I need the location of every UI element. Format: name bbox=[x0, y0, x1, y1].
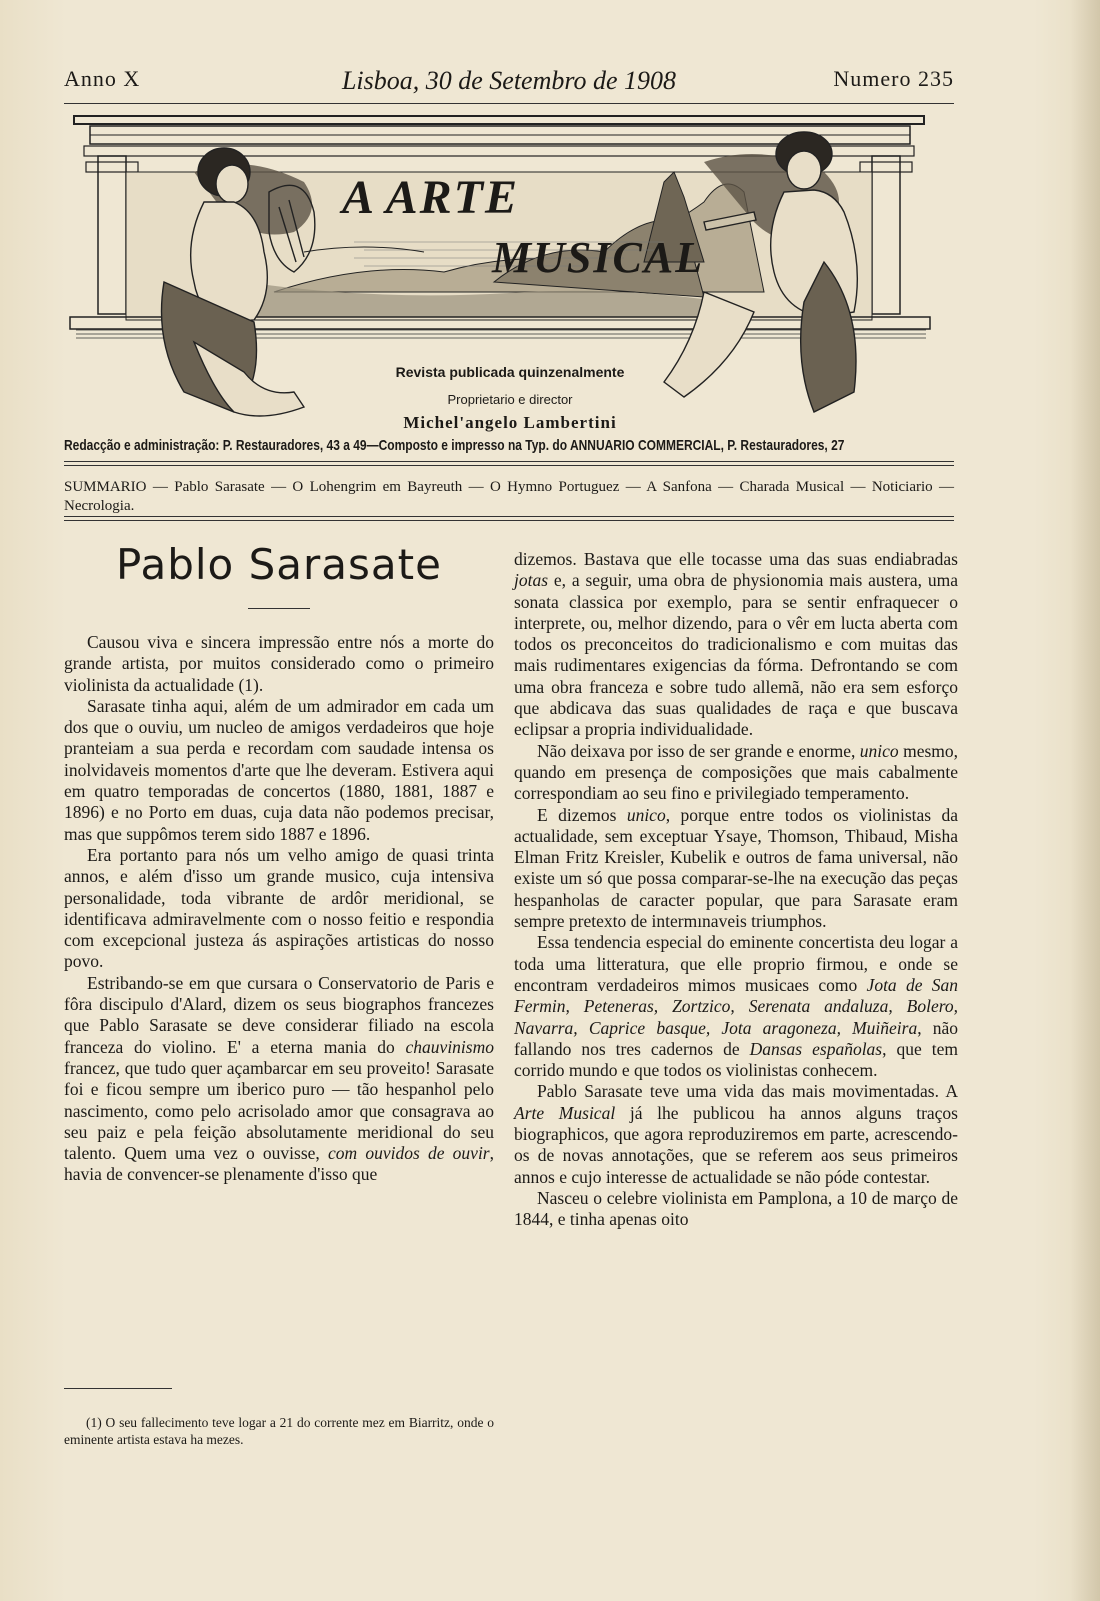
footnote-rule bbox=[64, 1388, 172, 1389]
paragraph-5 bbox=[514, 741, 958, 805]
text-run: dizemos. Bastava que elle tocasse uma das suas endiabradas bbox=[514, 549, 958, 569]
paragraph-8 bbox=[514, 1081, 958, 1187]
page-edge-shadow bbox=[1070, 0, 1100, 1601]
article-title: Pablo Sarasate bbox=[116, 540, 442, 589]
paragraph-3: Era portanto para nós um velho amigo de quasi trinta annos, e além d'isso um grande musico, cuja intensiva personalidade, toda vibrante de ardôr meridional, se identificava admiravelmente com o nosso feitio e respondia com excepcional justeza ás aspirações artisticas do nosso povo. bbox=[64, 844, 494, 972]
italic-run: Jota de San Fermin, Peteneras, Zortzico, Serenata andaluza, Bolero, Navarra, Caprice basque, Jota aragoneza, Muiñeira bbox=[514, 974, 958, 1038]
italic-run: jotas bbox=[514, 570, 549, 591]
italic-run: Arte Musical bbox=[514, 1102, 616, 1123]
text-run: , não fallando nos tres cadernos de bbox=[514, 1017, 958, 1059]
text-run: Não deixava por isso de ser grande e enorme, bbox=[537, 740, 860, 761]
italic-run: com ouvidos de ouvir bbox=[327, 1143, 490, 1164]
text-run: mesmo, quando em presença de composições que mais cabalmente correspondiam ao seu fino e privilegiado temperamento. bbox=[514, 740, 959, 804]
italic-run: Dansas españolas bbox=[749, 1038, 883, 1059]
footnote: (1) O seu fallecimento teve logar a 21 do corrente mez em Biarritz, onde o eminente artista estava ha mezes. bbox=[64, 1415, 494, 1447]
article-column-right bbox=[514, 549, 958, 1231]
text-run: , havia de convencer-se plenamente d'isso que bbox=[64, 1143, 494, 1185]
text-run: já lhe publicou ha annos alguns traços biographicos, que agora reproduziremos em parte, acrescendo-os de novas annotações, que se referem aos seus primeiros annos e cujo interesse de actualidade se não póde contestar. bbox=[514, 1102, 958, 1187]
text-run: E dizemos bbox=[537, 804, 627, 825]
masthead-title bbox=[332, 170, 732, 290]
summary-bottom-rule-2 bbox=[64, 520, 954, 521]
paragraph-1: Causou viva e sincera impressão entre nós a morte do grande artista, por muitos considerado como o primeiro violinista da actualidade (1). bbox=[64, 632, 494, 695]
text-run: Pablo Sarasate teve uma vida das mais movimentadas. A bbox=[537, 1081, 958, 1102]
text-run: e, a seguir, uma obra de physionomia mais austera, uma sonata classica por exemplo, para se sentir enfraquecer o interprete, ou, melhor dizendo, para o vêr em lucta aberta com todos os preconceitos do tradicionalismo e com muitas das mais rudimentares exigencias da fórma. Defrontando se com uma obra franceza e sobre tudo allemã, não era sem esforço que abdicava das suas qualidades de raça e que buscava eclipsar a propria individualidade. bbox=[514, 570, 958, 740]
summary: SUMMARIO — Pablo Sarasate — O Lohengrim em Bayreuth — O Hymno Portuguez — A Sanfona — Charada Musical — Noticiario — Necrologia. bbox=[64, 479, 954, 514]
paragraph-6 bbox=[514, 805, 958, 933]
paragraph-continued bbox=[514, 549, 958, 741]
dateline: Lisboa, 30 de Setembro de 1908 bbox=[341, 66, 677, 95]
administration-line: Redacção e administração: P. Restauradores, 43 a 49—Composto e impresso na Typ. do ANNUARIO COMMERCIAL, P. Restauradores, 27 bbox=[64, 437, 845, 454]
masthead-title-line1: A ARTE bbox=[342, 171, 519, 224]
paragraph-7 bbox=[514, 932, 958, 1081]
issue-header bbox=[64, 66, 954, 102]
director-name: Michel'angelo Lambertini bbox=[403, 413, 617, 432]
paragraph-9: Nasceu o celebre violinista em Pamplona, a 10 de março de 1844, e tinha apenas oito bbox=[514, 1187, 958, 1230]
italic-run: chauvinismo bbox=[405, 1036, 494, 1057]
italic-run: unico bbox=[626, 804, 666, 825]
paragraph-2: Sarasate tinha aqui, além de um admirador em cada um dos que o ouviu, um nucleo de amigos verdadeiros que hoje pranteiam a sua perda e recordam com saudade intensa os inolvidaveis momentos d'arte que lhe deveram. Estivera aqui em quatro temporadas de concertos (1880, 1881, 1887 e 1896) e no Porto em duas, cuja data não podemos precisar, mas que suppômos terem sido 1887 e 1896. bbox=[64, 695, 494, 844]
text-run: Estribando-se em que cursara o Conservatorio de Paris e fôra discipulo d'Alard, dizem os seus biographos francezes que Pablo Sarasate se deve considerar filiado na escola franceza do violino. E' a eterna mania do bbox=[64, 972, 494, 1057]
summary-top-rule bbox=[64, 461, 954, 462]
italic-run: unico bbox=[859, 740, 899, 761]
summary-top-rule-2 bbox=[64, 465, 954, 466]
article-column-left bbox=[64, 632, 494, 1186]
summary-bottom-rule bbox=[64, 516, 954, 517]
proprietor-label: Proprietario e director bbox=[447, 392, 573, 407]
issue-number: Numero 235 bbox=[833, 66, 954, 91]
paragraph-4 bbox=[64, 973, 494, 1186]
text-run: Essa tendencia especial do eminente concertista deu logar a toda uma litteratura, que elle proprio firmou, e onde se encontram verdadeiros mimos musicaes como bbox=[514, 932, 958, 995]
title-rule bbox=[248, 608, 310, 609]
text-run: , que tem corrido mundo e que todos os violinistas conhecem. bbox=[514, 1038, 959, 1081]
text-run: francez, que tudo quer açambarcar em seu proveito! Sarasate foi e ficou sempre um iberico puro — tão hespanhol pelo nascimento, como pelo acrisolado amor que consagrava ao seu paiz e pela feição absolutamente meridional do seu talento. Quem uma vez o ouvisse, bbox=[64, 1057, 494, 1164]
volume-label: Anno X bbox=[64, 66, 141, 91]
masthead-subtitle: Revista publicada quinzenalmente bbox=[395, 364, 625, 380]
text-run: , porque entre todos os violinistas da actualidade, sem exceptuar Ysaye, Thomson, Thibaud, Misha Elman Fritz Kreisler, Kubelik e outros de fama universal, não existe um só que possa comparar-se-lhe na execução das peças hespanholas de caracter popular, que para Sarasate eram sempre pretexto de intermınaveis triumphos. bbox=[514, 804, 958, 932]
masthead-title-line2: MUSICAL bbox=[492, 233, 705, 282]
header-rule bbox=[64, 103, 954, 104]
